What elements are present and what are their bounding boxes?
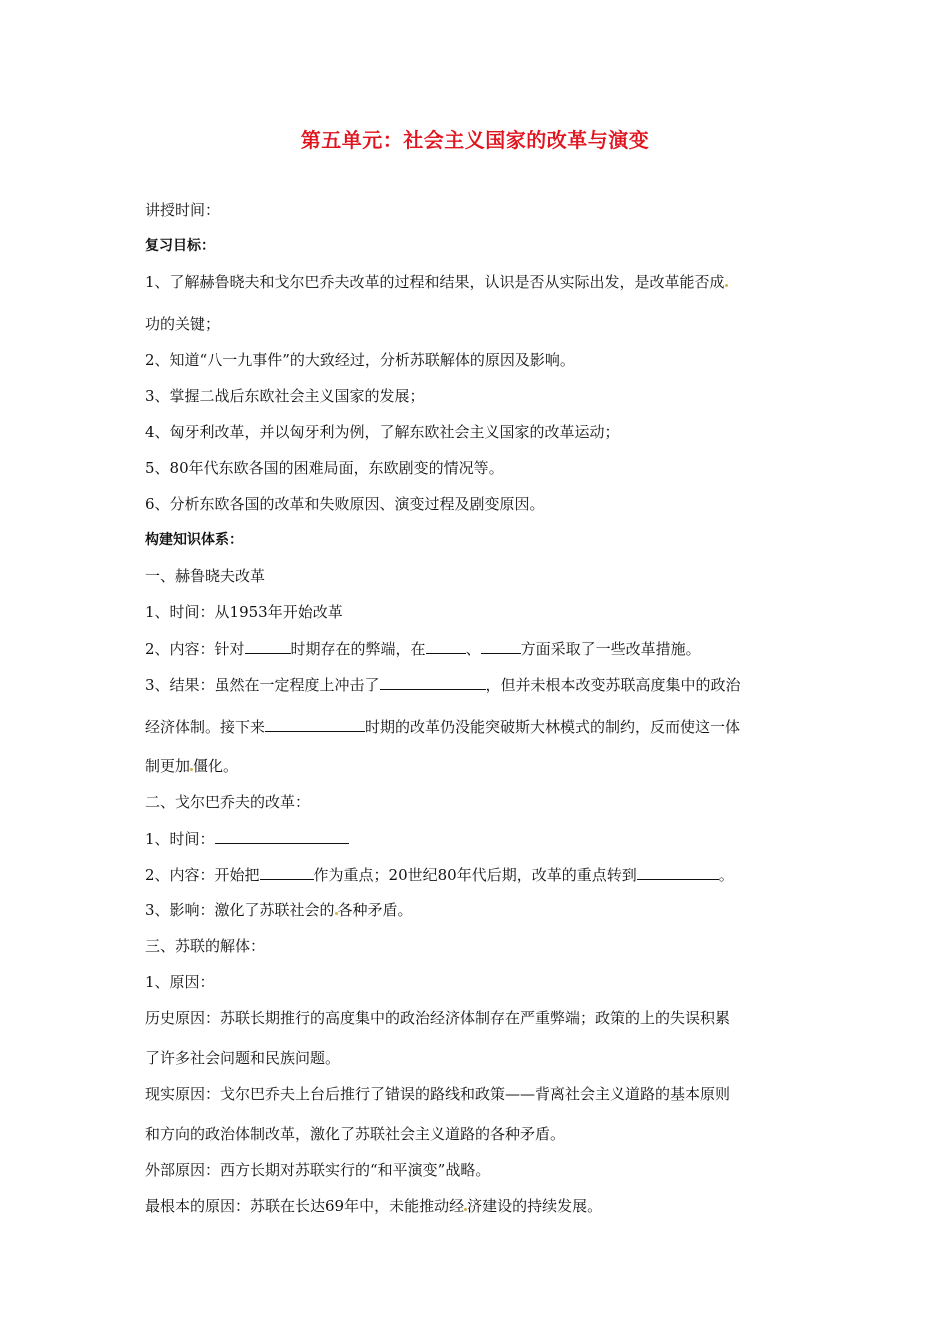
content-text-a: 2、内容：针对 — [145, 640, 245, 658]
goal-item-5: 5、80年代东欧各国的困难局面，东欧剧变的情况等。 — [145, 459, 504, 477]
goal-item-6: 6、分析东欧各国的改革和失败原因、演变过程及剧变原因。 — [145, 495, 545, 513]
fill-blank[interactable] — [380, 674, 486, 690]
lecture-time-label: 讲授时间： — [145, 201, 221, 219]
current-cause-2: 和方向的政治体制改革，激化了苏联社会主义道路的各种矛盾。 — [145, 1125, 566, 1143]
section-1-title: 一、赫鲁晓夫改革 — [145, 567, 266, 585]
goal-item-4: 4、匈牙利改革，并以匈牙利为例，了解东欧社会主义国家的改革运动； — [145, 423, 620, 441]
goal-item-3: 3、掌握二战后东欧社会主义国家的发展； — [145, 387, 425, 405]
content-text-a: 2、内容：开始把 — [145, 866, 260, 884]
section-2-time — [145, 828, 825, 849]
content-text-c: 。 — [718, 866, 734, 884]
external-cause: 外部原因：西方长期对苏联实行的“和平演变”战略。 — [145, 1161, 491, 1179]
root-text-a: 最根本的原因：苏联在长达69年中，未能推动经 — [145, 1197, 465, 1215]
knowledge-heading: 构建知识体系： — [145, 532, 243, 548]
section-1-result-cont — [145, 716, 825, 737]
page-title: 第五单元：社会主义国家的改革与演变 — [300, 128, 650, 152]
section-3-cause: 1、原因： — [145, 973, 215, 991]
result-text-a: 3、结果：虽然在一定程度上冲击了 — [145, 676, 380, 694]
goal-item-1-text: 1、了解赫鲁晓夫和戈尔巴乔夫改革的过程和结果，认识是否从实际出发，是改革能否成 — [145, 273, 725, 291]
fill-blank[interactable] — [260, 864, 314, 880]
section-2-title: 二、戈尔巴乔夫的改革： — [145, 793, 311, 811]
result-text-e1: 制更加 — [145, 757, 191, 775]
result-text-d: 时期的改革仍没能突破斯大林模式的制约，反而使这一体 — [365, 718, 741, 736]
section-2-content — [145, 864, 825, 885]
fill-blank[interactable] — [265, 716, 365, 732]
stray-dot-mark — [725, 284, 728, 287]
goal-item-1-cont: 功的关键； — [145, 315, 221, 333]
section-1-result-end — [145, 756, 825, 776]
section-1-time: 1、时间：从1953年开始改革 — [145, 603, 343, 621]
result-text-e2: 僵化。 — [193, 757, 239, 775]
fill-blank[interactable] — [426, 638, 466, 654]
fill-blank[interactable] — [637, 864, 719, 880]
fill-blank[interactable] — [481, 638, 521, 654]
time-label: 1、时间： — [145, 830, 215, 848]
content-text-b: 作为重点；20世纪80年代后期，改革的重点转到 — [313, 866, 637, 884]
content-text-d: 方面采取了一些改革措施。 — [520, 640, 701, 658]
section-1-result — [145, 674, 825, 695]
goals-heading: 复习目标： — [145, 238, 215, 254]
root-text-b: 济建设的持续发展。 — [467, 1197, 603, 1215]
content-text-b: 时期存在的弊端，在 — [290, 640, 426, 658]
impact-text-b: 各种矛盾。 — [337, 901, 413, 919]
historical-cause-2: 了许多社会问题和民族问题。 — [145, 1049, 341, 1067]
goal-item-2: 2、知道“八一九事件”的大致经过，分析苏联解体的原因及影响。 — [145, 351, 575, 369]
content-text-c: 、 — [465, 640, 481, 658]
section-2-impact — [145, 900, 825, 920]
section-3-title: 三、苏联的解体： — [145, 937, 266, 955]
result-text-b: ，但并未根本改变苏联高度集中的政治 — [485, 676, 741, 694]
root-cause — [145, 1196, 825, 1216]
result-text-c: 经济体制。接下来 — [145, 718, 266, 736]
current-cause-1: 现实原因：戈尔巴乔夫上台后推行了错误的路线和政策——背离社会主义道路的基本原则 — [145, 1085, 731, 1103]
section-1-content — [145, 638, 825, 659]
impact-text-a: 3、影响：激化了苏联社会的 — [145, 901, 335, 919]
fill-blank[interactable] — [245, 638, 291, 654]
fill-blank[interactable] — [215, 828, 349, 844]
historical-cause-1: 历史原因：苏联长期推行的高度集中的政治经济体制存在严重弊端；政策的上的失误积累 — [145, 1009, 731, 1027]
goal-item-1 — [145, 272, 825, 292]
